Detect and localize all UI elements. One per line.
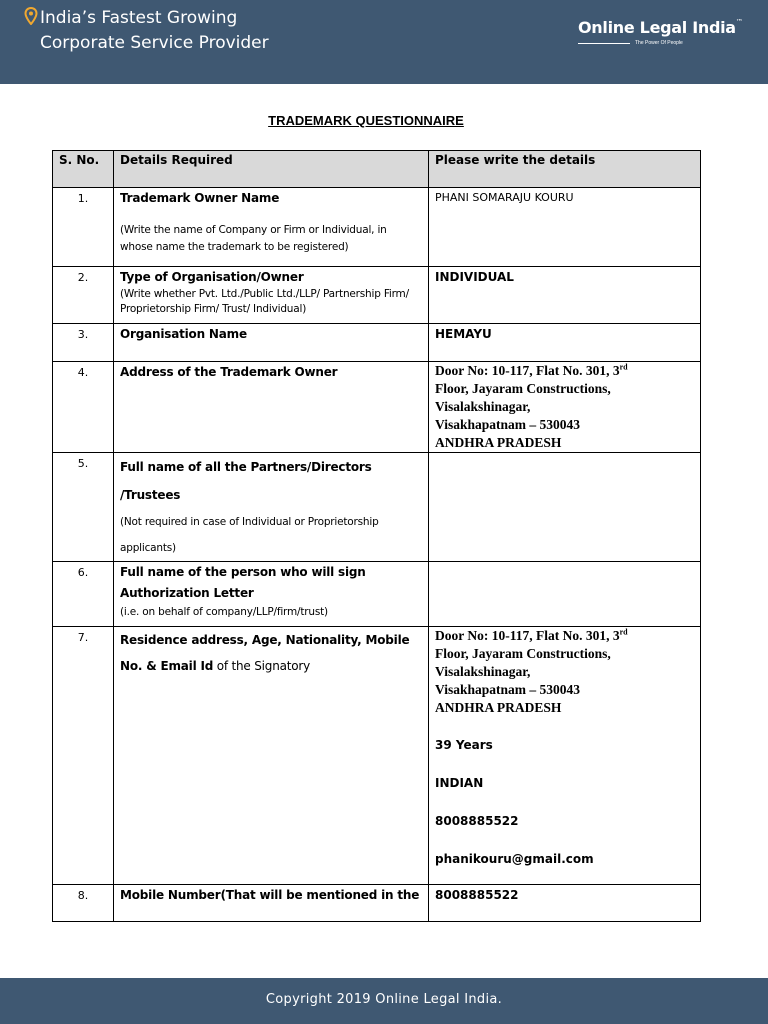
row-number: 3. [53, 324, 114, 362]
column-header-details: Details Required [114, 151, 429, 188]
row-number: 2. [53, 267, 114, 324]
row-note: (Write whether Pvt. Ltd./Public Ltd./LLP/ Partnership Firm/ Proprietorship Firm/ Trust/ Individual) [120, 288, 409, 315]
row-number: 5. [53, 453, 114, 562]
row-answer[interactable] [429, 627, 701, 885]
row-label: Trademark Owner Name [120, 191, 280, 205]
row-number: 6. [53, 562, 114, 627]
row-details [114, 562, 429, 627]
row-answer[interactable] [429, 188, 701, 267]
table-row [53, 627, 701, 885]
table-header-row [53, 151, 701, 188]
row-answer[interactable] [429, 885, 701, 922]
header-tagline [24, 6, 269, 56]
questionnaire-table [52, 150, 701, 922]
address-line4: Visakhapatnam – 530043 [435, 417, 581, 432]
table-row [53, 267, 701, 324]
column-header-answer: Please write the details [429, 151, 701, 188]
signatory-address-line3: Visalakshinagar, [435, 664, 531, 679]
logo-tm: ™ [735, 18, 743, 26]
column-header-sno: S. No. [53, 151, 114, 188]
tagline-line1: India’s Fastest Growing [40, 8, 238, 28]
signatory-age: 39 Years [435, 738, 493, 752]
signatory-address-line2: Floor, Jayaram Constructions, [435, 646, 611, 661]
row-number: 4. [53, 362, 114, 453]
row-details [114, 885, 429, 922]
row-answer[interactable] [429, 267, 701, 324]
table-row [53, 324, 701, 362]
signatory-address-line1: Door No: 10-117, Flat No. 301, 3rd [435, 627, 628, 643]
row-label-line1: Full name of all the Partners/Directors [120, 460, 372, 474]
row-number: 1. [53, 188, 114, 267]
signatory-address-line5: ANDHRA PRADESH [435, 700, 562, 715]
row-label: Organisation Name [120, 327, 247, 341]
organisation-type-value: INDIVIDUAL [435, 270, 514, 284]
row-note: (i.e. on behalf of company/LLP/firm/trust) [120, 606, 328, 618]
tagline-line2: Corporate Service Provider [40, 33, 269, 53]
mobile-number-value: 8008885522 [435, 888, 519, 902]
row-label: Full name of the person who will sign Authorization Letter [120, 565, 366, 600]
row-note: (Write the name of Company or Firm or Individual, in whose name the trademark to be registered) [120, 224, 387, 253]
row-details [114, 188, 429, 267]
table-row [53, 885, 701, 922]
row-label: Mobile Number(That will be mentioned in the [120, 888, 420, 902]
row-details [114, 453, 429, 562]
logo-name: Online Legal India [578, 18, 736, 37]
address-line5: ANDHRA PRADESH [435, 435, 562, 450]
row-number: 7. [53, 627, 114, 885]
row-label: Address of the Trademark Owner [120, 365, 338, 379]
row-label: Type of Organisation/Owner [120, 270, 304, 284]
table-row [53, 362, 701, 453]
organisation-name-value: HEMAYU [435, 327, 492, 341]
company-logo[interactable] [578, 12, 748, 52]
address-line1: Door No: 10-117, Flat No. 301, 3rd [435, 362, 628, 378]
copyright-text: Copyright 2019 Online Legal India. [265, 992, 503, 1007]
page-header [0, 0, 768, 84]
row-details [114, 362, 429, 453]
signatory-mobile: 8008885522 [435, 814, 519, 828]
document-title: TRADEMARK QUESTIONNAIRE [268, 113, 464, 128]
page-footer [0, 978, 768, 1024]
address-line3: Visalakshinagar, [435, 399, 531, 414]
location-pin-icon [24, 7, 38, 25]
row-note: (Not required in case of Individual or Proprietorship applicants) [120, 516, 379, 554]
row-label-suffix: of the Signatory [213, 659, 311, 673]
signatory-nationality: INDIAN [435, 776, 484, 790]
row-answer[interactable] [429, 362, 701, 453]
row-answer[interactable] [429, 562, 701, 627]
logo-tagline: The Power Of People [635, 40, 683, 46]
row-details [114, 324, 429, 362]
signatory-address-line4: Visakhapatnam – 530043 [435, 682, 581, 697]
row-label-line2: /Trustees [120, 488, 181, 502]
signatory-email: phanikouru@gmail.com [435, 852, 594, 866]
row-label: Residence address, Age, Nationality, Mobile No. & Email Id [120, 633, 410, 673]
address-line2: Floor, Jayaram Constructions, [435, 381, 611, 396]
row-details [114, 627, 429, 885]
row-answer[interactable] [429, 324, 701, 362]
row-answer[interactable] [429, 453, 701, 562]
row-number: 8. [53, 885, 114, 922]
row-details [114, 267, 429, 324]
logo-rule [578, 43, 630, 44]
table-row [53, 562, 701, 627]
table-row [53, 453, 701, 562]
owner-name-value: PHANI SOMARAJU KOURU [435, 191, 574, 204]
table-row [53, 188, 701, 267]
